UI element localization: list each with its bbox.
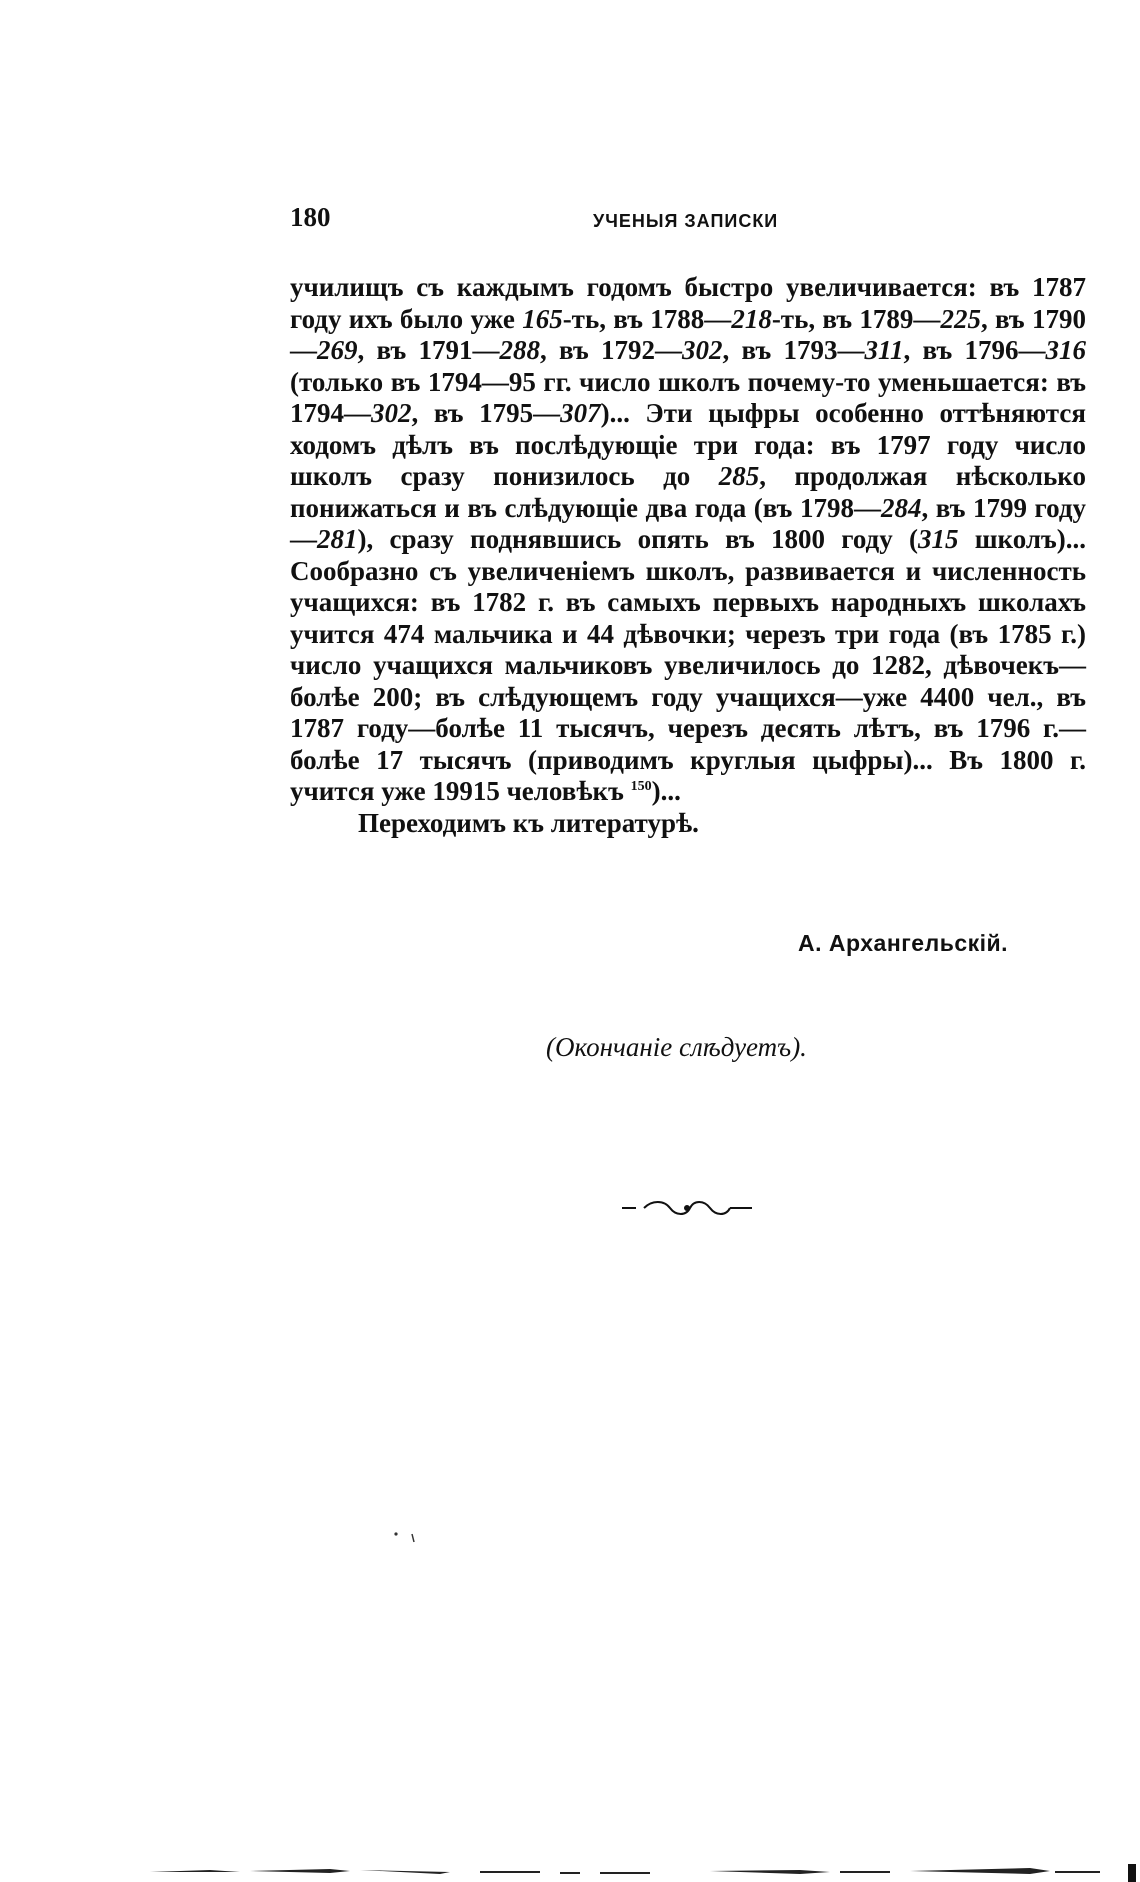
school-count-1795: 307 bbox=[560, 398, 601, 428]
school-count-1791: 288 bbox=[499, 335, 540, 365]
school-count-1797: 285 bbox=[718, 461, 760, 491]
print-speck bbox=[392, 1530, 422, 1544]
school-count-1794: 302 bbox=[371, 398, 412, 428]
school-count-1788: 218 bbox=[731, 303, 772, 334]
school-count-1787: 165 bbox=[522, 303, 563, 334]
school-count-1790: 269 bbox=[317, 335, 358, 365]
school-count-1792: 302 bbox=[682, 335, 723, 365]
author-signature: А. Архангельскій. bbox=[798, 930, 1009, 956]
body-text bbox=[290, 272, 1086, 839]
school-count-1793: 311 bbox=[864, 335, 904, 365]
section-end-ornament bbox=[622, 1200, 752, 1216]
running-title: УЧЕНЫЯ ЗАПИСКИ bbox=[593, 211, 779, 231]
school-count-1800: 315 bbox=[917, 524, 959, 554]
paragraph-2: Переходимъ къ литературѣ. bbox=[358, 807, 699, 838]
school-count-1799: 281 bbox=[317, 524, 358, 554]
continuation-note: (Окончаніе слѣдуетъ). bbox=[546, 1032, 807, 1062]
bottom-scan-rule bbox=[150, 1862, 1140, 1882]
school-count-1789: 225 bbox=[940, 303, 981, 334]
paragraph-1: училищъ съ каждымъ годомъ быстро увеличивается: въ 1787 году ихъ было уже 165-ть, въ 1788—218-ть, въ 1789—225, въ 1790—269, въ 1791—288, въ 1792—302, въ 1793—311, въ 1796—316 (только въ 1794—95 гг. число школъ почему-то уменьшается: въ 1794—302, въ 1795—307)... Эти цыфры особенно оттѣняются ходомъ дѣлъ въ послѣдующіе три года: въ 1797 году число школъ сразу понизилось до 285, продолжая нѣсколько понижаться и въ слѣдующіе два года (въ 1798—284, въ 1799 году—281), сразу поднявшись опять въ 1800 году (315 школъ)... Сообразно съ увеличеніемъ школъ, развивается и численность учащихся: въ 1782 г. въ самыхъ первыхъ народныхъ школахъ учится 474 мальчика и 44 дѣвочки; черезъ три года (въ 1785 г.) число учащихся мальчиковъ увеличилось до 1282, дѣвочекъ—болѣе 200; въ слѣдующемъ году учащихся—уже 4400 чел., въ 1787 году—болѣе 11 тысячъ, черезъ десять лѣтъ, въ 1796 г.—болѣе 17 тысячъ (приводимъ круглыя цыфры)... Въ 1800 г. учится уже 19915 человѣкъ $^{150}$)... bbox=[290, 272, 1087, 806]
page-header bbox=[290, 202, 1080, 236]
school-count-1796: 316 bbox=[1045, 335, 1087, 365]
school-count-1798: 284 bbox=[880, 492, 922, 523]
footnote-ref: 150 bbox=[630, 779, 652, 794]
page-number: 180 bbox=[290, 202, 331, 232]
